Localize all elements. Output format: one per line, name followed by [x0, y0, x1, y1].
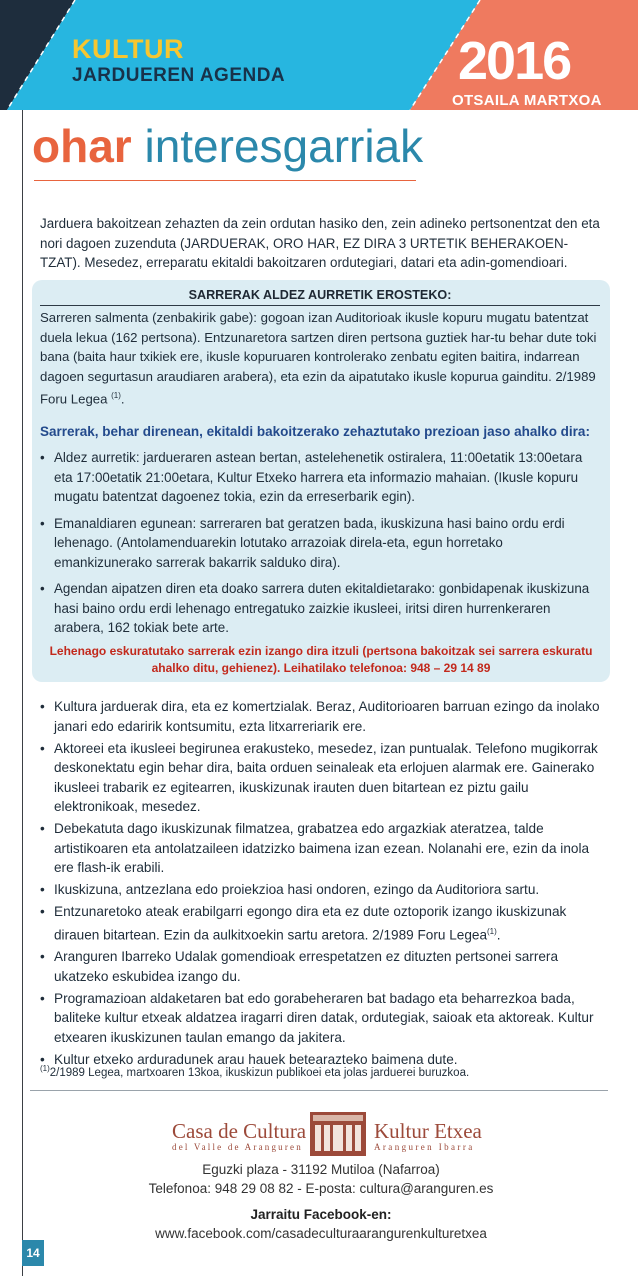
- list-item: • Programazioan aldaketaren bat edo gorabeheraren bat badago eta beharrezkoa bada, baliteke kultur etxeak aldatzea iragarri diren datak, ordutegiak, saioak eta aktoreak. Kultur etxearen ikuskizunen taulan emango da jakitera.: [40, 989, 602, 1048]
- logo-left-title: Casa de Cultura: [172, 1119, 307, 1143]
- list-item: • Aktoreei eta ikusleei begirunea erakusteko, mesedez, izan puntualak. Telefono mugikorrak deskonektatu egin behar dira, baita orduen seinaleak eta erlojuen alarmak ere. Gainerako ikusleei trabarik ez egitearren, ikuskizunak irauten duen bitartean ez piztu gailu elektronikoak, mesedez.: [40, 739, 602, 817]
- list-item: [40, 902, 602, 945]
- tickets-heading: SARRERAK ALDEZ AURRETIK EROSTEKO:: [188, 288, 452, 302]
- refund-note: Lehenago eskuratutako sarrerak ezin izango dira itzuli (pertsona bakoitzak sei sarrera eskuratu ahalko ditu, gehienez). Leihatilako telefonoa: 948 – 29 14 89: [49, 644, 593, 675]
- facebook-link[interactable]: www.facebook.com/casadeculturaarangurenkulturetxea: [155, 1226, 487, 1241]
- rule-text: Entzunaretoko ateak erabilgarri egongo dira eta ez dute oztoporik izango ikuskizunak dirauen bitartean. Ezin da aulkitxoekin sartu aretora. 2/1989 Foru Legea: [54, 904, 567, 943]
- tickets-bullet-list: [40, 448, 602, 645]
- list-item: • Ikuskizuna, antzezlana edo proiekzioa hasi ondoren, ezingo da Auditoriora sartu.: [40, 880, 602, 900]
- intro-paragraph: Jarduera bakoitzean zehazten da zein ordutan hasiko den, zein adineko pertsonentzat den eta nori dagoen zuzenduta (JARDUERAK, ORO HAR, EZ DIRA 3 URTETIK BEHERAKOEN-TZAT). Mesedez, erreparatu ekitaldi bakoitzaren ordutegiari, datari eta adin-gomendioari.: [40, 216, 600, 270]
- tickets-heading-rule: [40, 305, 600, 306]
- brand-kultur: KULTUR: [72, 34, 184, 64]
- year-label: 2016: [458, 31, 571, 91]
- building-logo-icon: [310, 1112, 366, 1156]
- tickets-body: [40, 308, 602, 409]
- list-item: • Debekatuta dago ikuskizunak filmatzea, grabatzea edo argazkiak ateratzea, talde artistikoaren eta antolatzaileen idatzizko baimena izan ezean. Nolanahi ere, ezin da inola ere flash-ik erabili.: [40, 819, 602, 878]
- footnote-marker: (1): [40, 1064, 50, 1073]
- list-item: • Aldez aurretik: jardueraren astean bertan, astelehenetik ostiralera, 11:00etatik 13:00etara eta 17:00etatik 21:00etara, Kultur Etxeko harrera eta informazio mahaian. (Ikusle kopuru mugatu batentzat dagoenez tokia, ezin da erreserbarik egin).: [40, 448, 602, 507]
- months-label: OTSAILA MARTXOA: [452, 92, 602, 109]
- list-item: • Kultura jarduerak dira, eta ez komertzialak. Beraz, Auditorioaren barruan ezingo da inolako janari edo edaririk kontsumitu, ezta litxarreriarik ere.: [40, 697, 602, 736]
- tickets-body-text: Sarreren salmenta (zenbakirik gabe): gogoan izan Auditorioak ikusle kopuru mugatu batentzat duela lekua (162 pertsona). Entzunaretora sartzen diren pertsona guztiek har-tu behar dute toki bana (baita haur txikiek ere, ikusle kopuruaren kontrolerako zenbatu egiten baitira, indarrean dagoen segurtasun araudiaren arabera), eta ezin da aipatutako ikusle kopurua gainditu. 2/1989 Foru Legea: [40, 310, 597, 407]
- brand-agenda: JARDUEREN AGENDA: [72, 65, 286, 86]
- footnote-marker: (1): [111, 391, 121, 400]
- title-bold-word: ohar: [32, 120, 132, 172]
- logo-right-title: Kultur Etxea: [374, 1119, 482, 1143]
- tickets-body-end: .: [120, 391, 125, 407]
- header-banner: [0, 0, 638, 110]
- left-margin-rule: [22, 110, 23, 1276]
- list-item: • Emanaldiaren egunean: sarreraren bat geratzen bada, ikuskizuna hasi baino ordu erdi lehenago. (Antolamenduarekin lotutako arrazoiak direla-eta, egun horretako emankizunerako sarrerak bakarrik salduko dira).: [40, 514, 602, 573]
- logo-right-subtitle: Aranguren Ibarra: [374, 1142, 475, 1152]
- footnote-marker: (1): [487, 926, 497, 936]
- address-line: Eguzki plaza - 31192 Mutiloa (Nafarroa): [202, 1162, 440, 1177]
- phone-email-line: Telefonoa: 948 29 08 82 - E-posta: cultura@aranguren.es: [148, 1181, 494, 1196]
- footer-divider: [30, 1090, 608, 1091]
- list-item: • Kultur etxeko arduradunek arau hauek betearazteko baimena dute.: [40, 1050, 602, 1070]
- rule-end: .: [496, 927, 501, 943]
- footnote: [40, 1064, 602, 1079]
- list-item: • Agendan aipatzen diren eta doako sarrera duten ekitaldietarako: gonbidapenak ikuskizuna hasi baino ordu erdi lehenago entregatuko zaizkie ikusleei, iritsi diren hurrenkeraren arabera, 162 tokiak bete arte.: [40, 579, 602, 638]
- facebook-heading: Jarraitu Facebook-en:: [250, 1207, 392, 1222]
- page-title: [32, 118, 423, 174]
- logo-left-subtitle: del Valle de Aranguren: [172, 1142, 303, 1152]
- title-underline: [34, 180, 416, 181]
- rules-list: [40, 697, 602, 1072]
- list-item: • Aranguren Ibarreko Udalak gomendioak errespetatzen ez dituzten pertsonei sarrera ukatzeko eskubidea izango du.: [40, 947, 602, 986]
- prices-heading: Sarrerak, behar direnean, ekitaldi bakoitzerako zehaztutako prezioan jaso ahalko dira:: [40, 424, 590, 439]
- page-number: 14: [22, 1240, 44, 1266]
- title-light-word: interesgarriak: [144, 120, 424, 172]
- footnote-text: 2/1989 Legea, martxoaren 13koa, ikuskizun publikoei eta jolas jarduerei buruzkoa.: [49, 1066, 470, 1079]
